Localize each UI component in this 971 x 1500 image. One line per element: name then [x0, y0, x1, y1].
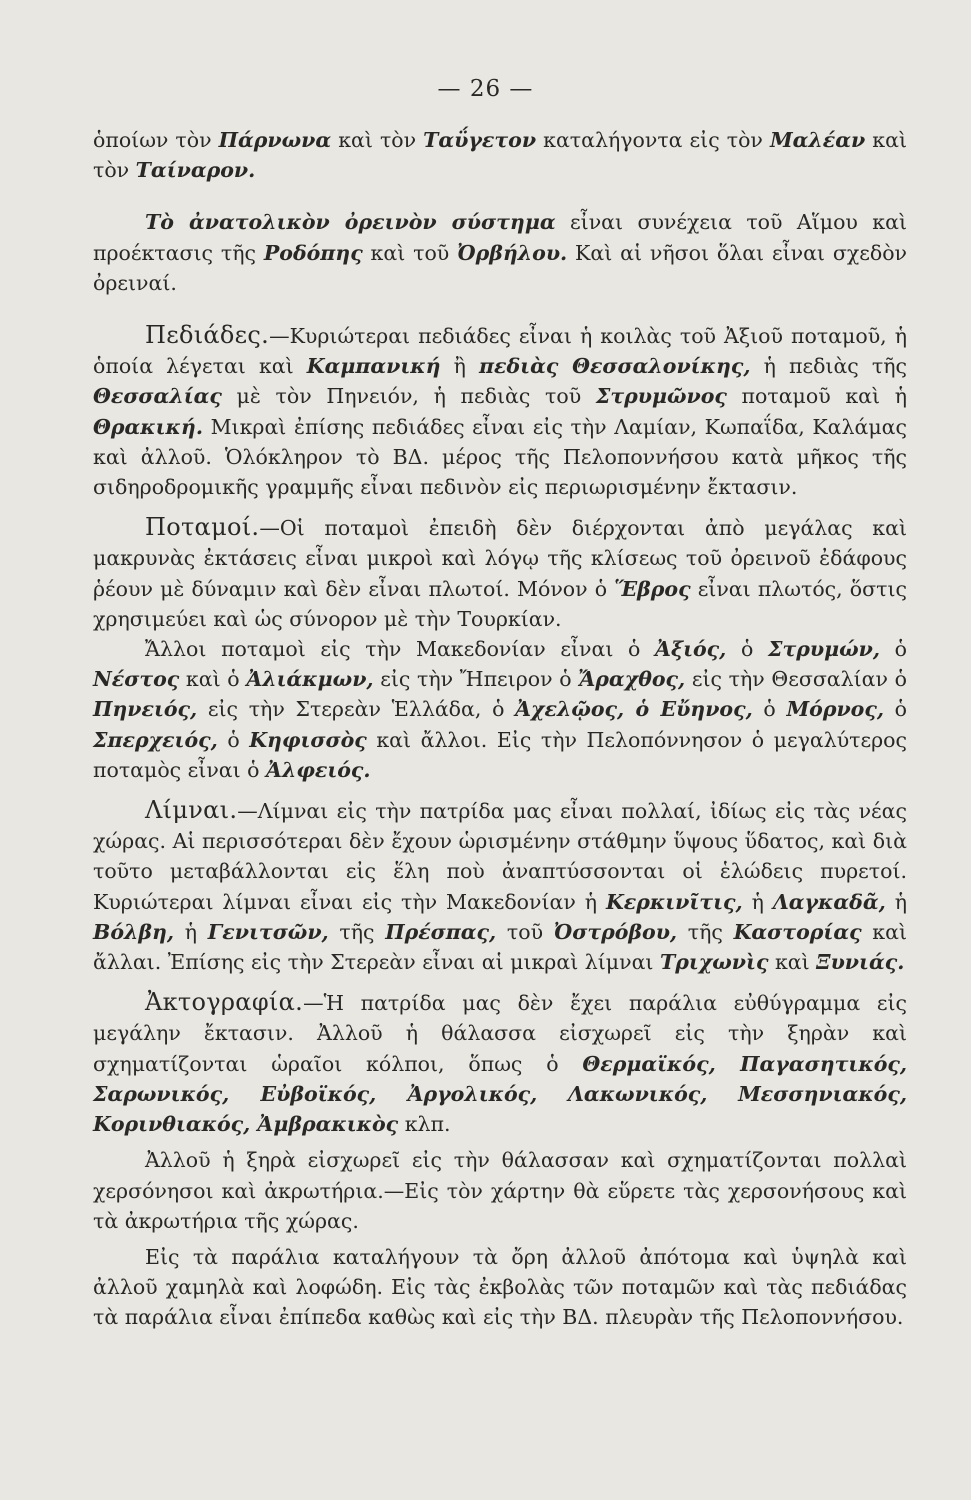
text-run: Εἰς τὰ παράλια καταλήγουν τὰ ὄρη ἀλλοῦ ἀπότομα καὶ ὑψηλὰ καὶ ἀλλοῦ χαμηλὰ καὶ λοφώδη. Εἰς τὰς ἐκβολὰς τῶν ποταμῶν καὶ τὰς πεδιάδας τὰ παράλια εἶναι ἐπίπεδα καθὼς καὶ εἰς τὴν ΒΔ. πλευρὰν τῆς Πελοποννήσου. [93, 1244, 907, 1330]
emphasized-term: Στρυμών, [767, 637, 880, 662]
emphasized-term: Θεσσαλίας [93, 384, 222, 409]
emphasized-term: Θερμαϊκός, Παγασητικός, Σαρωνικός, Εὐβοϊκός, Ἀργολικός, [93, 1051, 907, 1106]
text-run: τῆς [677, 919, 734, 944]
text-run: τῆς [328, 919, 386, 944]
paragraph [93, 512, 907, 634]
emphasized-term: Θρακική. [93, 414, 203, 439]
paragraph [93, 987, 907, 1139]
text-run: καὶ τὸν [331, 128, 424, 152]
emphasized-term: Λακωνικός, [568, 1081, 708, 1106]
text-run: Μικραὶ ἐπίσης πεδιάδες εἶναι εἰς τὴν Λαμίαν, Κωπαΐδα, Καλάμας καὶ ἀλλοῦ. Ὁλόκληρον τὸ ΒΔ. μέρος τῆς Πελοποννήσου κατὰ μῆκος τῆς σιδηροδρομικῆς γραμμῆς εἶναι πεδινὸν εἰς περιωρισμένην ἔκτασιν. [93, 414, 907, 500]
text-run: Καὶ αἱ νῆσοι ὅλαι εἶναι σχεδὸν ὀρειναί. [93, 240, 908, 295]
text-run: ποταμοῦ καὶ ἡ [726, 384, 907, 409]
emphasized-term: πεδιὰς Θεσσαλονίκης, [479, 354, 751, 379]
text-run: εἰς τὴν Θεσσαλίαν ὁ [685, 667, 908, 692]
text-run: ἡ [742, 889, 773, 914]
paragraph [93, 1145, 907, 1236]
emphasized-term: Ὀστρόβου, [553, 919, 678, 944]
paragraph [93, 320, 907, 502]
text-run: ἡ πεδιὰς τῆς [750, 354, 907, 379]
emphasized-term: Ἀλιάκμων, [246, 667, 374, 692]
emphasized-term: Κηφισσὸς [249, 727, 367, 752]
emphasized-term: Μεσσηνιακός, [738, 1081, 907, 1106]
section-heading: Λίμναι. [145, 796, 238, 825]
section-heading: Πεδιάδες. [145, 321, 270, 350]
text-run: καὶ ἄλλοι. Εἰς τὴν Πελοπόννησον ὁ μεγαλύτερος ποταμὸς εἶναι ὁ [93, 727, 907, 782]
text-run: Ἄλλοι ποταμοὶ εἰς τὴν Μακεδονίαν εἶναι ὁ [145, 637, 656, 662]
emphasized-term: Λαγκαδᾶ, [772, 889, 886, 914]
text-run: εἶναι συνέχεια τοῦ Αἵμου καὶ προέκτασις τῆς [93, 210, 907, 265]
text-run: καὶ τὸν [93, 128, 907, 183]
paragraph [93, 125, 907, 185]
emphasized-term: Ροδόπης [263, 240, 363, 265]
body-text [93, 125, 907, 1333]
emphasized-term: Νέστος [93, 667, 180, 692]
emphasized-term: Μόρνος, [786, 697, 884, 722]
emphasized-term: Πάρνωνα [218, 128, 332, 152]
text-run: ὁ [752, 697, 787, 722]
emphasized-term: Κερκινῖτις, [605, 889, 743, 914]
text-run [537, 1082, 568, 1106]
text-run: ὁποίων τὸν [93, 128, 219, 152]
emphasized-term: Κορινθιακός, Ἀμβρακικὸς [93, 1112, 399, 1137]
emphasized-term: Τὸ ἀνατολικὸν ὀρεινὸν σύστημα [145, 210, 556, 235]
emphasized-term: Ἀλφειός. [266, 757, 371, 782]
text-run: καὶ [768, 950, 817, 975]
text-run: ἡ [885, 889, 907, 914]
emphasized-term: Ξυνιάς. [816, 950, 905, 975]
text-run: ὁ [880, 637, 907, 662]
section-heading: Ποταμοί. [145, 513, 260, 542]
text-run: καταλήγοντα εἰς τὸν [536, 128, 770, 152]
paragraph [93, 207, 907, 298]
emphasized-term: Γενιτσῶν, [207, 919, 329, 944]
text-run: καὶ τοῦ [362, 240, 458, 265]
section-heading: Ἀκτογραφία. [145, 988, 304, 1017]
text-run: εἰς τὴν Ἤπειρον ὁ [373, 667, 579, 692]
emphasized-term: Πηνειός, [93, 697, 198, 722]
text-run: τοῦ [496, 919, 554, 944]
text-run: —Λίμναι εἰς τὴν πατρίδα μας εἶναι πολλαί, ἰδίως εἰς τὰς νέας χώρας. Αἱ περισσότεραι δὲν ἔχουν ὡρισμένην στάθμην ὕψους ὕδατος, καὶ διὰ τοῦτο μεταβάλλονται εἰς ἕλη ποὺ ἀναπτύσσονται οἱ ἑλώδεις πυρετοί. Κυριώτεραι λίμναι εἶναι εἰς τὴν Μακεδονίαν ἡ [93, 799, 907, 914]
emphasized-term: Καστορίας [733, 919, 862, 944]
text-run: εἶναι πλωτός, ὅστις χρησιμεύει καὶ ὡς σύνορον μὲ τὴν Τουρκίαν. [93, 576, 908, 631]
emphasized-term: Ἄραχθος, [578, 667, 686, 692]
emphasized-term: Ἕβρος [614, 576, 691, 601]
emphasized-term: Καμπανική [306, 354, 441, 379]
emphasized-term: Σπερχειός, [93, 727, 218, 752]
emphasized-term: Ταίναρον. [135, 158, 256, 183]
text-run: Ἀλλοῦ ἡ ξηρὰ εἰσχωρεῖ εἰς τὴν θάλασσαν καὶ σχηματίζονται πολλαὶ χερσόνησοι καὶ ἀκρωτήρια.—Εἰς τὸν χάρτην θὰ εὕρετε τὰς χερσονήσους καὶ τὰ ἀκρωτήρια τῆς χώρας. [93, 1148, 907, 1233]
text-run [707, 1082, 738, 1106]
text-run: ἡ [174, 919, 208, 944]
emphasized-term: Τριχωνὶς [659, 950, 769, 975]
text-run: καὶ ὁ [179, 667, 247, 692]
emphasized-term: Μαλέαν [769, 128, 866, 152]
text-run: ὁ [883, 697, 908, 722]
emphasized-term: Βόλβη, [93, 919, 175, 944]
emphasized-term: Πρέσπας, [385, 919, 497, 944]
page-number: — 26 — [437, 76, 534, 102]
emphasized-term: Ὀρβήλου. [457, 240, 568, 265]
text-run: εἰς τὴν Στερεὰν Ἑλλάδα, ὁ [197, 697, 516, 722]
emphasized-term: Ταΰγετον [423, 128, 537, 152]
text-run: καὶ ἄλλαι. Ἐπίσης εἰς τὴν Στερεὰν εἶναι αἱ μικραὶ λίμναι [93, 919, 907, 975]
text-run: ὁ [217, 727, 250, 752]
emphasized-term: Ἀχελῷος, ὁ Εὔηνος, [515, 697, 753, 722]
text-run: ὁ [726, 637, 768, 662]
paragraph [93, 795, 907, 977]
text-run: μὲ τὸν Πηνειόν, ἡ πεδιὰς τοῦ [221, 384, 596, 409]
text-run: —Ἡ πατρίδα μας δὲν ἔχει παράλια εὐθύγραμμα εἰς μεγάλην ἔκτασιν. Ἀλλοῦ ἡ θάλασσα εἰσχωρεῖ εἰς τὴν ξηρὰν καὶ σχηματίζονται ὡραῖοι κόλποι, ὅπως ὁ [93, 991, 907, 1076]
text-run: —Κυριώτεραι πεδιάδες εἶναι ἡ κοιλὰς τοῦ Ἀξιοῦ ποταμοῦ, ἡ ὁποία λέγεται καὶ [93, 324, 907, 379]
emphasized-term: Ἀξιός, [655, 637, 727, 662]
text-run: κλπ. [398, 1112, 451, 1137]
emphasized-term: Στρυμῶνος [595, 384, 727, 409]
text-run: ἢ [440, 354, 480, 379]
paragraph [93, 1242, 907, 1333]
paragraph [93, 634, 907, 785]
text-run: —Οἱ ποταμοὶ ἐπειδὴ δὲν διέρχονται ἀπὸ μεγάλας καὶ μακρυνὰς ἐκτάσεις εἶναι μικροὶ καὶ λόγῳ τῆς κλίσεως τοῦ ὀρεινοῦ ἐδάφους ῥέουν μὲ δύναμιν καὶ δὲν εἶναι πλωτοί. Μόνον ὁ [93, 516, 907, 601]
